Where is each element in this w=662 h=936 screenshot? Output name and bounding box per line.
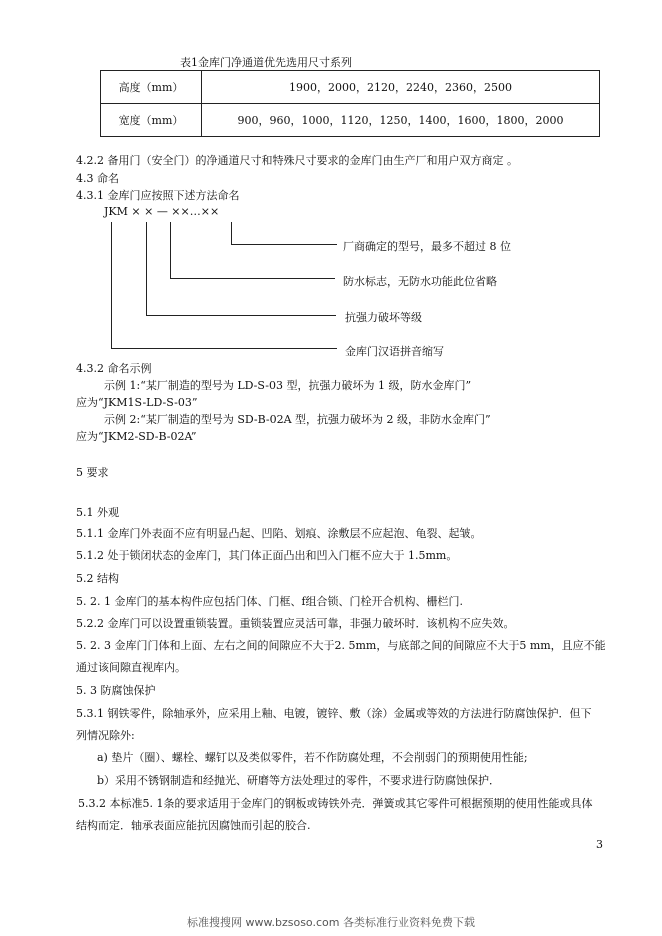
- heading-5-2: 5.2 结构: [76, 572, 119, 585]
- annotation-waterproof: 防水标志，无防水功能此位省略: [343, 275, 497, 288]
- example-1: 示例 1:“某厂制造的型号为 LD-S-03 型，抗强力破坏为 1 级，防水金库门”: [104, 379, 472, 392]
- para-5-3-2-cont: 结构而定．轴承表面应能抗因腐蚀而引起的胶合.: [76, 819, 311, 832]
- table-row: [101, 71, 600, 104]
- diagram-line: [111, 222, 112, 348]
- diagram-line: [170, 222, 171, 278]
- para-5-1-1: 5.1.1 金库门外表面不应有明显凸起、凹陷、划痕、涂敷层不应起泡、龟裂、起皱。: [76, 527, 482, 540]
- diagram-line: [170, 278, 335, 279]
- heading-5: 5 要求: [76, 466, 109, 479]
- para-5-2-3-cont: 通过该间隙直视库内。: [76, 661, 186, 674]
- list-item-b: b）采用不锈钢制造和经抛光、研磨等方法处理过的零件，不要求进行防腐蚀保护．: [97, 774, 501, 787]
- para-5-3-2: 5.3.2 本标准5. 1条的要求适用于金库门的钢板或铸铁外壳．弹簧或其它零件可根据预期的使用性能或具体: [78, 797, 593, 810]
- row-label-height: 高度（mm）: [101, 71, 202, 104]
- example-1-result: 应为“JKM1S-LD-S-03”: [76, 396, 198, 409]
- para-5-2-2: 5.2.2 金库门可以设置重锁装置。重锁装置应灵活可靠，非强力破坏时．该机构不应失效。: [76, 617, 515, 630]
- table-row: [101, 104, 600, 137]
- heading-4-3-2: 4.3.2 命名示例: [76, 362, 152, 375]
- para-5-3-1-cont: 列情况除外:: [76, 729, 135, 742]
- list-item-a: a) 垫片（圈）、螺栓、螺钉以及类似零件，若不作防腐处理，不会削弱门的预期使用性能;: [97, 751, 528, 764]
- annotation-abbrev: 金库门汉语拼音缩写: [345, 345, 444, 358]
- heading-4-3: 4.3 命名: [76, 172, 119, 185]
- annotation-resistance: 抗强力破坏等级: [345, 311, 422, 324]
- para-5-1-2: 5.1.2 处于锁闭状态的金库门，其门体正面凸出和凹入门框不应大于 1.5mm。: [76, 549, 458, 562]
- example-2: 示例 2:“某厂制造的型号为 SD-B-02A 型，抗强力破坏为 2 级，非防水金库门”: [104, 413, 491, 426]
- footer-watermark[interactable]: 标准搜搜网 www.bzsoso.com 各类标准行业资料免费下载: [187, 916, 475, 929]
- heading-5-3: 5. 3 防腐蚀保护: [76, 684, 156, 697]
- para-5-3-1: 5.3.1 钢铁零件，除轴承外，应采用上釉、电镀，镀锌、敷（涂）金属或等效的方法进行防腐蚀保护．但下: [76, 707, 592, 720]
- row-values-width: 900，960，1000，1120，1250，1400，1600，1800，2000: [202, 104, 600, 137]
- para-5-2-3: 5. 2. 3 金库门门体和上面、左右之间的间隙应不大于2. 5mm，与底部之间的间隙应不大于5 mm，且应不能: [76, 639, 606, 652]
- diagram-line: [111, 348, 337, 349]
- row-label-width: 宽度（mm）: [101, 104, 202, 137]
- para-5-2-1: 5. 2. 1 金库门的基本构件应包括门体、门框、f组合锁、门栓开合机构、栅栏门.: [76, 595, 464, 608]
- dimension-table: [100, 70, 600, 137]
- diagram-line: [231, 222, 232, 244]
- para-4-2-2: 4.2.2 备用门（安全门）的净通道尺寸和特殊尺寸要求的金库门由生产厂和用户双方商定 。: [76, 154, 518, 167]
- para-4-3-1: 4.3.1 金库门应按照下述方法命名: [76, 189, 240, 202]
- diagram-line: [146, 222, 147, 315]
- naming-formula: JKM × × — ××…××: [104, 205, 220, 218]
- page-number: 3: [596, 838, 603, 851]
- annotation-model: 厂商确定的型号，最多不超过 8 位: [343, 240, 511, 253]
- table-caption: 表1金库门净通道优先选用尺寸系列: [180, 56, 352, 69]
- example-2-result: 应为“JKM2-SD-B-02A”: [76, 430, 197, 443]
- diagram-line: [146, 315, 336, 316]
- diagram-line: [231, 244, 337, 245]
- heading-5-1: 5.1 外观: [76, 506, 119, 519]
- row-values-height: 1900，2000，2120，2240，2360，2500: [202, 71, 600, 104]
